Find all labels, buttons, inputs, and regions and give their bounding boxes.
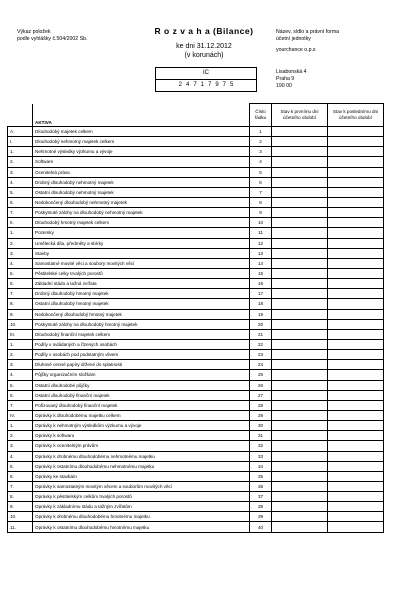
row-value-end [328,370,384,380]
row-label: Oprávky k ocenitelným právům [33,441,250,451]
table-row [8,441,384,451]
row-line-number: 22 [250,339,272,349]
company-name: yourchance o.p.s [276,47,316,53]
row-line-number: 26 [250,380,272,390]
table-row [8,400,384,410]
row-label: Oprávky k dlouhodobému majetku celkem [33,410,250,420]
row-code: 3. [8,167,33,177]
row-value-start [272,157,328,167]
row-line-number: 12 [250,238,272,248]
row-line-number: 40 [250,522,272,532]
table-row [8,512,384,522]
row-value-start [272,177,328,187]
row-label: Ostatní dlouhodobý nehmotný majetek [33,187,250,197]
row-code: 3. [8,248,33,258]
table-row [8,137,384,147]
table-row [8,228,384,238]
row-line-number: 9 [250,208,272,218]
row-line-number: 8 [250,197,272,207]
row-code: 7. [8,400,33,410]
table-row [8,218,384,228]
row-label: Poskytnuté zálohy na dlouhodobý hmotný majetek [33,319,250,329]
row-value-start [272,390,328,400]
balance-date: ke dni 31.12.2012 [176,43,232,50]
row-value-start [272,481,328,491]
table-row [8,502,384,512]
table-row [8,360,384,370]
row-value-start [272,502,328,512]
row-code: 11. [8,522,33,532]
row-label: Podíly v osobách pod podstatným vlivem [33,350,250,360]
row-code: 7. [8,208,33,218]
row-value-end [328,492,384,502]
entity-info-label2: účetní jednotky [276,35,311,42]
row-value-end [328,299,384,309]
table-header-row [8,104,384,127]
row-value-start [272,370,328,380]
row-value-start [272,329,328,339]
entity-info-label1: Název, sídlo a právní forma [276,29,340,35]
row-value-end [328,350,384,360]
row-value-start [272,258,328,268]
row-value-end [328,400,384,410]
row-value-start [272,492,328,502]
row-value-start [272,350,328,360]
row-value-start [272,380,328,390]
row-code: 2. [8,350,33,360]
row-code: 9. [8,309,33,319]
row-label: Samostatné movité věci a soubory movitých věcí [33,258,250,268]
document-subtitle [140,42,268,60]
row-label: Nehmotné výsledky výzkumu a vývoje [33,147,250,157]
row-label: Dlouhodobý majetek celkem [33,127,250,137]
row-value-start [272,421,328,431]
row-line-number: 17 [250,289,272,299]
row-value-end [328,147,384,157]
report-basis-line1: Výkaz položek [17,29,51,35]
row-value-start [272,309,328,319]
ic-label: IC [156,68,256,80]
row-label: Podíly v ovládaných a řízených osobách [33,339,250,349]
row-label: Pozemky [33,228,250,238]
row-value-start [272,127,328,137]
row-value-start [272,360,328,370]
table-row [8,329,384,339]
row-label: Oprávky k základnímu stádu a tažným zvířatům [33,502,250,512]
row-label: Ocenitelná práva [33,167,250,177]
section-label: AKTIVA [33,104,250,127]
row-line-number: 24 [250,360,272,370]
row-code: 10. [8,512,33,522]
row-value-end [328,441,384,451]
table-row [8,481,384,491]
row-label: Základní stádo a tažná zvířata [33,279,250,289]
row-code: 2. [8,238,33,248]
row-label: Oprávky k pěstitelským celkům trvalých porostů [33,492,250,502]
table-row [8,380,384,390]
row-line-number: 29 [250,410,272,420]
row-code: III. [8,329,33,339]
entity-info [276,29,339,54]
row-value-end [328,289,384,299]
row-label: Drobný dlouhodobý nehmotný majetek [33,177,250,187]
row-line-number: 11 [250,228,272,238]
address-city: Praha 9 [276,76,295,82]
row-value-end [328,248,384,258]
table-row [8,187,384,197]
ic-box [155,67,257,92]
row-line-number: 15 [250,268,272,278]
table-row [8,279,384,289]
row-code: 5. [8,380,33,390]
row-value-end [328,187,384,197]
row-line-number: 5 [250,167,272,177]
table-row [8,421,384,431]
row-label: Pořizovaný dlouhodobý finanční majetek [33,400,250,410]
table-row [8,492,384,502]
row-label: Oprávky ke stavbám [33,471,250,481]
row-value-end [328,339,384,349]
row-label: Umělecká díla, předměty a sbírky [33,238,250,248]
row-code: 8. [8,492,33,502]
row-code: 4. [8,258,33,268]
row-line-number: 32 [250,441,272,451]
row-value-start [272,137,328,147]
row-code: 1. [8,421,33,431]
row-label: Oprávky k ostatnímu dlouhodobému nehmotnému majetku [33,461,250,471]
table-row [8,471,384,481]
row-line-number: 27 [250,390,272,400]
row-value-end [328,177,384,187]
row-line-number: 4 [250,157,272,167]
row-value-start [272,187,328,197]
row-code: 5. [8,187,33,197]
row-line-number: 13 [250,248,272,258]
row-value-end [328,431,384,441]
table-row [8,197,384,207]
row-label: Oprávky k softwaru [33,431,250,441]
company-address [276,69,307,90]
row-line-number: 21 [250,329,272,339]
row-code: 9. [8,502,33,512]
row-label: Dluhové cenné papíry držené do splatnosti [33,360,250,370]
row-code: 2. [8,431,33,441]
row-label: Nedokončený dlouhodobý nehmotný majetek [33,197,250,207]
row-code: II. [8,218,33,228]
row-code: 6. [8,197,33,207]
row-line-number: 23 [250,350,272,360]
row-label: Drobný dlouhodobý hmotný majetek [33,289,250,299]
row-code: I. [8,137,33,147]
table-row [8,127,384,137]
row-code: 5. [8,268,33,278]
row-label: Oprávky k drobnému dlouhodobému hmotnému majetku [33,512,250,522]
row-label: Software [33,157,250,167]
row-line-number: 20 [250,319,272,329]
row-value-end [328,329,384,339]
address-street: Lisabonská 4 [276,69,307,75]
row-value-end [328,127,384,137]
row-label: Dlouhodobý hmotný majetek celkem [33,218,250,228]
row-label: Ostatní dlouhodobý hmotný majetek [33,299,250,309]
row-label: Ostatní dlouhodobý finanční majetek [33,390,250,400]
row-value-end [328,137,384,147]
row-value-start [272,441,328,451]
row-line-number: 1 [250,127,272,137]
table-row [8,167,384,177]
row-code: 6. [8,279,33,289]
report-basis-line2: podle vyhlášky č.504/2002 Sb. [17,36,88,42]
row-label: Oprávky k ostatnímu dlouhodobému hmotnému majetku [33,522,250,532]
row-code: 10. [8,319,33,329]
row-code: 6. [8,471,33,481]
table-row [8,147,384,157]
row-value-end [328,279,384,289]
table-row [8,350,384,360]
row-line-number: 39 [250,512,272,522]
row-code: 8. [8,299,33,309]
row-value-start [272,319,328,329]
row-line-number: 19 [250,309,272,319]
table-row [8,299,384,309]
balance-table [7,103,384,533]
row-value-end [328,157,384,167]
row-label: Půjčky organizačním složkám [33,370,250,380]
row-value-end [328,208,384,218]
table-row [8,268,384,278]
table-row [8,410,384,420]
row-code: 1. [8,147,33,157]
row-label: Oprávky k drobnému dlouhodobému nehmotnému majetku [33,451,250,461]
table-row [8,370,384,380]
row-label: Oprávky k nehmotným výsledkům výzkumu a vývoje [33,421,250,431]
row-line-number: 2 [250,137,272,147]
table-row [8,238,384,248]
row-code: 4. [8,177,33,187]
row-code: 7. [8,289,33,299]
row-value-end [328,410,384,420]
row-code: 4. [8,370,33,380]
row-line-number: 35 [250,471,272,481]
table-row [8,157,384,167]
row-line-number: 7 [250,187,272,197]
row-code: A. [8,127,33,137]
row-value-end [328,258,384,268]
row-line-number: 33 [250,451,272,461]
row-line-number: 6 [250,177,272,187]
row-value-end [328,380,384,390]
row-value-end [328,228,384,238]
table-row [8,339,384,349]
table-row [8,309,384,319]
row-value-end [328,481,384,491]
row-code: 1. [8,339,33,349]
row-code: 3. [8,360,33,370]
report-basis [17,29,87,43]
table-row [8,319,384,329]
row-label: Dlouhodobý nehmotný majetek celkem [33,137,250,147]
row-label: Poskytnuté zálohy na dlouhodobý nehmotný majetek [33,208,250,218]
row-value-end [328,360,384,370]
row-value-start [272,197,328,207]
row-value-start [272,248,328,258]
row-value-end [328,512,384,522]
row-value-end [328,268,384,278]
ic-value: 24717975 [178,82,238,88]
row-value-start [272,431,328,441]
col-header-line: Číslo řádku [250,104,272,127]
row-value-start [272,471,328,481]
row-value-end [328,471,384,481]
row-value-start [272,410,328,420]
row-line-number: 38 [250,502,272,512]
row-value-end [328,197,384,207]
row-value-start [272,512,328,522]
table-row [8,258,384,268]
row-label: Dlouhodobý finanční majetek celkem [33,329,250,339]
table-row [8,522,384,532]
row-value-end [328,421,384,431]
row-value-end [328,390,384,400]
row-value-start [272,167,328,177]
row-value-end [328,309,384,319]
row-line-number: 34 [250,461,272,471]
row-code: 5. [8,461,33,471]
row-label: Nedokončený dlouhodobý hmotný majetek [33,309,250,319]
row-value-start [272,147,328,157]
row-value-end [328,218,384,228]
row-label: Oprávky k samostatným movitým věcem a souborům movitých věcí [33,481,250,491]
row-value-start [272,279,328,289]
row-value-end [328,451,384,461]
table-row [8,461,384,471]
row-value-end [328,502,384,512]
row-label: Ostatní dlouhodobé půjčky [33,380,250,390]
currency-units: (v korunách) [184,52,224,59]
row-value-start [272,400,328,410]
table-row [8,208,384,218]
row-line-number: 30 [250,421,272,431]
row-value-start [272,268,328,278]
row-line-number: 14 [250,258,272,268]
row-code: IV. [8,410,33,420]
col-header-start: Stav k prvnímu dni účetního období [272,104,328,127]
table-row [8,289,384,299]
row-line-number: 31 [250,431,272,441]
row-code: 4. [8,451,33,461]
row-line-number: 10 [250,218,272,228]
col-header-end: Stav k poslednímu dni účetního období [328,104,384,127]
row-value-start [272,208,328,218]
row-value-start [272,461,328,471]
row-value-start [272,238,328,248]
row-value-start [272,451,328,461]
row-line-number: 37 [250,492,272,502]
table-row [8,248,384,258]
table-row [8,431,384,441]
table-row [8,390,384,400]
row-line-number: 36 [250,481,272,491]
row-value-end [328,238,384,248]
row-value-end [328,461,384,471]
row-code: 7. [8,481,33,491]
row-code: 2. [8,157,33,167]
row-line-number: 18 [250,299,272,309]
row-value-start [272,299,328,309]
row-value-end [328,319,384,329]
row-line-number: 16 [250,279,272,289]
row-value-start [272,228,328,238]
row-code: 6. [8,390,33,400]
row-value-start [272,289,328,299]
row-line-number: 3 [250,147,272,157]
row-code: 1. [8,228,33,238]
address-zip: 190 00 [276,83,292,89]
document-title: R o z v a h a (Bilance) [154,26,254,36]
table-row [8,177,384,187]
row-label: Stavby [33,248,250,258]
row-value-end [328,522,384,532]
row-value-start [272,522,328,532]
row-line-number: 28 [250,400,272,410]
table-row [8,451,384,461]
row-label: Pěstitelské celky trvalých porostů [33,268,250,278]
row-value-start [272,339,328,349]
row-value-end [328,167,384,177]
row-value-start [272,218,328,228]
row-code: 3. [8,441,33,451]
row-line-number: 25 [250,370,272,380]
